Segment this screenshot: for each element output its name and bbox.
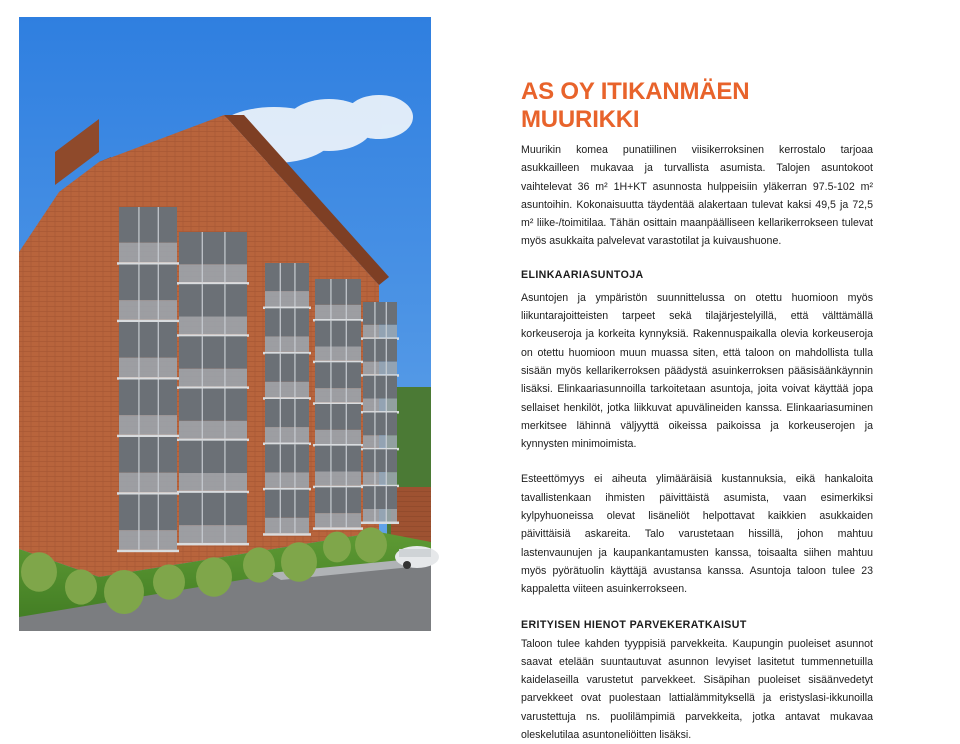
window-mullion: [294, 354, 295, 398]
balcony-glass: [179, 421, 247, 439]
balcony-window: [265, 444, 309, 472]
balcony-window: [315, 279, 361, 305]
window-mullion: [138, 207, 139, 262]
window-mullion: [294, 399, 295, 443]
window-mullion: [138, 322, 139, 377]
balcony-window: [315, 446, 361, 472]
balcony-slab: [117, 550, 179, 553]
window-mullion: [280, 263, 281, 307]
window-mullion: [158, 437, 159, 492]
window-mullion: [202, 441, 203, 491]
balcony-glass: [265, 427, 309, 442]
section1-paragraph-2: Esteettömyys ei aiheuta ylimääräisiä kustannuksia, eikä hankaloita tavallistenkaan ihmisten päivittäistä asumista, vaan esimerkiksi kylpyhuoneissa olevat lisäneliöt helpottavat kaikkien asukkaiden päivittäisiä askareita. Talo varustetaan hissillä, johon mahtuu lastenvaunujen ja kaupankantamusten kanssa, toisaalta siihen mahtuu myös pyörätuolin käyttäjä avustansa kanssa. Asuntoja taloon tulee 23 kappaletta viiteen asuinkerrokseen.: [521, 473, 873, 596]
balcony-slab: [177, 543, 249, 546]
balcony-glass: [363, 325, 397, 338]
balcony-window: [315, 404, 361, 430]
window-mullion: [386, 376, 387, 411]
balcony-slab: [313, 527, 363, 530]
image-caption: TAITEILIJAN NÄKEMYS.: [51, 630, 156, 640]
balcony-window: [179, 493, 247, 525]
window-mullion: [374, 339, 375, 374]
balcony-slab: [117, 377, 179, 380]
balcony-glass: [265, 336, 309, 351]
balcony-window: [315, 321, 361, 347]
balcony-slab: [117, 320, 179, 323]
section2-paragraph-1: Taloon tulee kahden tyyppisiä parvekkeita. Kaupungin puoleiset asunnot saavat etelään suuntautuvat asunnon levyiset lasitetut tummennetuilla kaidelaseilla varustetut parvekkeet. Sisäpihan puoleiset sisäänvedetyt parvekkeet ovat puolestaan lattialämmityksellä ja eristyslasi-ikkunoilla varustettuja ns. puolilämpimiä parvekkeita, jotka antavat mukavaa oleskelutilaa asuntoneliöitten lisäksi.: [521, 637, 873, 742]
window-mullion: [346, 404, 347, 444]
window-mullion: [294, 490, 295, 534]
balcony-window: [265, 354, 309, 382]
window-mullion: [158, 380, 159, 435]
balcony-glass: [179, 264, 247, 282]
tree: [281, 542, 317, 582]
balcony-window: [265, 308, 309, 336]
balcony-window: [119, 437, 177, 473]
balcony-glass: [119, 530, 177, 550]
balcony-window: [179, 389, 247, 421]
window-mullion: [224, 336, 225, 386]
tree: [196, 557, 232, 597]
building-illustration: [19, 17, 431, 631]
balcony-glass: [179, 525, 247, 543]
window-mullion: [386, 449, 387, 484]
window-mullion: [374, 449, 375, 484]
section-heading-parvekkeet: ERITYISEN HIENOT PARVEKERATKAISUT: [521, 618, 747, 631]
tree: [21, 552, 57, 592]
balcony-window: [119, 495, 177, 531]
window-mullion: [158, 495, 159, 550]
balcony-glass: [265, 518, 309, 533]
window-mullion: [202, 493, 203, 543]
balcony-glass: [119, 243, 177, 263]
window-mullion: [374, 486, 375, 521]
window-mullion: [280, 490, 281, 534]
balcony-window: [315, 487, 361, 513]
tree: [104, 570, 144, 614]
balcony-glass: [363, 509, 397, 522]
window-mullion: [202, 232, 203, 282]
section1-paragraph-1: Asuntojen ja ympäristön suunnittelussa on otettu huomioon myös liikuntarajoitteisten tarpeet sekä tilajärjestelyillä, että välttämällä korkeuseroja ja korkeita kynnyksiä. Rakennuspaikalla olevia korkeuseroja on otettu huomioon muun muassa siten, että taloon on mahdollista tulla sisään myös kellarikerroksen päädystä asuinkerroksen pääsisäänkäynnin lisäksi. Elinkaariasunnoilla tarkoitetaan asuntoja, joita voivat käyttää jopa sellaiset henkilöt, jotka liikkuvat apuvälineiden kanssa. Elinkaariasuminen merkitsee lähinnä väljyyttä oikeissa paikoissa ja korkeuserojen ja kynnysten minimoimista.: [521, 291, 873, 451]
balcony-slab: [117, 435, 179, 438]
tree: [323, 532, 351, 563]
balcony-glass: [119, 415, 177, 435]
balcony-window: [265, 399, 309, 427]
balcony-glass: [265, 291, 309, 306]
window-mullion: [158, 322, 159, 377]
window-mullion: [374, 413, 375, 448]
balcony-glass: [315, 430, 361, 444]
balcony-slab: [263, 533, 311, 536]
balcony-window: [363, 449, 397, 472]
balcony-glass: [179, 317, 247, 335]
window-mullion: [224, 232, 225, 282]
balcony-window: [179, 284, 247, 316]
balcony-window: [363, 413, 397, 436]
window-mullion: [346, 279, 347, 319]
window-mullion: [280, 444, 281, 488]
balcony-window: [363, 339, 397, 362]
window-mullion: [224, 389, 225, 439]
window-mullion: [280, 308, 281, 352]
window-mullion: [138, 380, 139, 435]
balcony-window: [363, 376, 397, 399]
balcony-slab: [117, 262, 179, 265]
balcony-window: [179, 441, 247, 473]
balcony-window: [315, 362, 361, 388]
window-mullion: [138, 495, 139, 550]
balcony-glass: [179, 473, 247, 491]
window-mullion: [202, 284, 203, 334]
intro-paragraph: Muurikin komea punatiilinen viisikerroksinen kerrostalo tarjoaa asukkailleen mukavaa ja turvallista asumista. Talojen asuntokoot vaihtelevat 36 m² 1H+KT asunnosta hulppeisiin yläkerran 97.5-102 m² asuntoihin. Kokonaisuutta täydentää alakertaan tulevat kaksi 49,5 ja 72,5 m² liike-/toimitilaa. Tähän osittain maanpäälliseen kellarikerrokseen tulevat myös asukkaita palvelevat varastotilat ja kuivaushuone.: [521, 144, 873, 248]
artist-rendering: [19, 17, 431, 640]
balcony-slab: [361, 522, 399, 525]
window-mullion: [346, 446, 347, 486]
window-mullion: [224, 493, 225, 543]
balcony-glass: [119, 358, 177, 378]
balcony-glass: [363, 435, 397, 448]
window-mullion: [330, 404, 331, 444]
window-mullion: [158, 265, 159, 320]
balcony-glass: [179, 369, 247, 387]
window-mullion: [280, 399, 281, 443]
window-mullion: [224, 441, 225, 491]
window-mullion: [294, 263, 295, 307]
article: [521, 78, 873, 744]
balcony-glass: [265, 382, 309, 397]
window-mullion: [280, 354, 281, 398]
window-mullion: [374, 302, 375, 337]
window-mullion: [330, 279, 331, 319]
balcony-glass: [315, 347, 361, 361]
window-mullion: [138, 437, 139, 492]
window-mullion: [330, 446, 331, 486]
window-mullion: [346, 487, 347, 527]
window-mullion: [158, 207, 159, 262]
window-mullion: [224, 284, 225, 334]
window-mullion: [386, 413, 387, 448]
balcony-window: [265, 263, 309, 291]
tree: [65, 569, 97, 604]
section-heading-elinkaari: ELINKAARIASUNTOJA: [521, 268, 644, 281]
window-mullion: [374, 376, 375, 411]
window-mullion: [386, 302, 387, 337]
balcony-glass: [119, 300, 177, 320]
window-mullion: [386, 339, 387, 374]
balcony-glass: [363, 399, 397, 412]
page-title: AS OY ITIKANMÄEN MUURIKKI: [521, 78, 750, 133]
balcony-window: [119, 207, 177, 243]
balcony-window: [119, 322, 177, 358]
window-mullion: [294, 444, 295, 488]
window-mullion: [294, 308, 295, 352]
tree: [153, 564, 185, 599]
window-mullion: [330, 487, 331, 527]
window-mullion: [138, 265, 139, 320]
tree: [243, 547, 275, 582]
balcony-window: [265, 490, 309, 518]
window-mullion: [386, 486, 387, 521]
balcony-glass: [265, 472, 309, 487]
balcony-glass: [315, 513, 361, 527]
balcony-glass: [119, 473, 177, 493]
window-mullion: [202, 389, 203, 439]
balcony-glass: [315, 388, 361, 402]
balcony-window: [363, 302, 397, 325]
balcony-glass: [315, 305, 361, 319]
window-mullion: [202, 336, 203, 386]
window-mullion: [346, 321, 347, 361]
balcony-window: [179, 336, 247, 368]
window-mullion: [346, 362, 347, 402]
balcony-glass: [363, 472, 397, 485]
balcony-window: [119, 265, 177, 301]
tree: [355, 527, 387, 562]
window-mullion: [330, 362, 331, 402]
balcony-window: [363, 486, 397, 509]
balcony-window: [179, 232, 247, 264]
balcony-glass: [315, 472, 361, 486]
window-mullion: [330, 321, 331, 361]
balcony-slab: [117, 492, 179, 495]
balcony-glass: [363, 362, 397, 375]
balcony-window: [119, 380, 177, 416]
